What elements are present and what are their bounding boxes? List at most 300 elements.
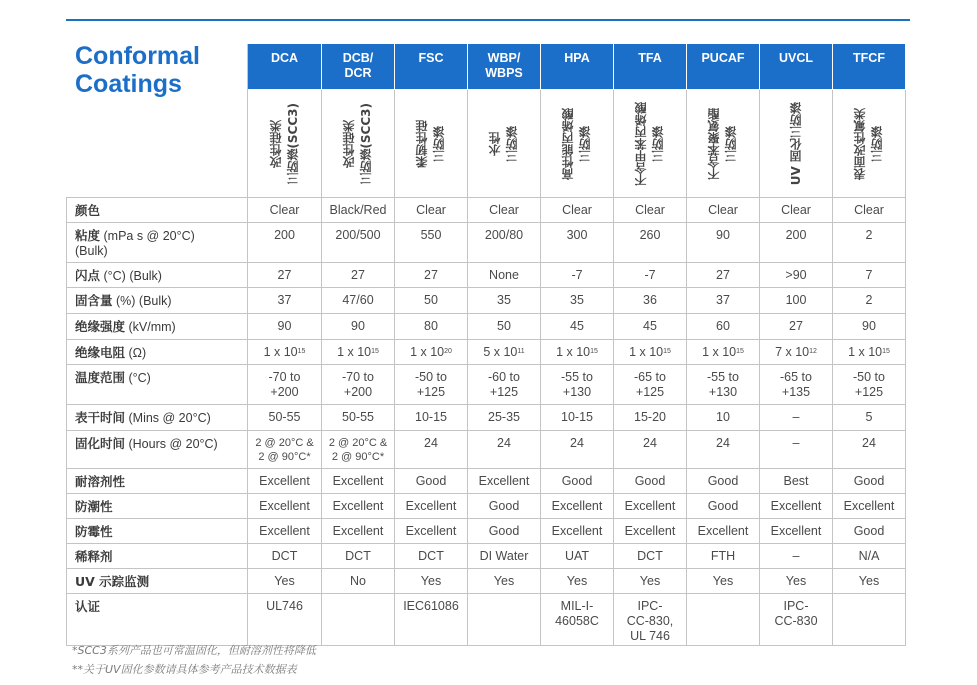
column-header-name bbox=[248, 90, 322, 198]
cell-line: DCT bbox=[637, 549, 663, 563]
cell-line: +200 bbox=[270, 385, 299, 399]
table-cell bbox=[468, 340, 541, 365]
table-cell bbox=[395, 288, 468, 314]
cell-line: +130 bbox=[708, 385, 738, 399]
top-rule bbox=[66, 19, 910, 21]
table-cell bbox=[395, 594, 468, 646]
table-cell bbox=[395, 263, 468, 288]
table-cell bbox=[833, 288, 906, 314]
row-label bbox=[67, 405, 248, 431]
cell-line: -70 to bbox=[268, 370, 301, 384]
cell-line: 2 @ 90°C* bbox=[258, 451, 311, 463]
table-cell bbox=[614, 569, 687, 594]
column-name-line: 改性硅类 bbox=[268, 119, 283, 168]
table-cell bbox=[322, 340, 395, 365]
table-cell bbox=[395, 198, 468, 223]
cell-line: 50 bbox=[424, 293, 438, 307]
cell-line: 2 bbox=[865, 293, 873, 307]
row-label-cn: 耐溶剂性 bbox=[75, 474, 126, 489]
table-cell bbox=[322, 469, 395, 494]
table-row bbox=[67, 198, 906, 223]
table-cell bbox=[248, 544, 322, 569]
cell-line: DCT bbox=[418, 549, 444, 563]
cell-line: 50-55 bbox=[342, 410, 374, 424]
table-cell bbox=[541, 519, 614, 544]
cell-value: 1 x 10 bbox=[702, 345, 737, 359]
table-cell bbox=[541, 365, 614, 405]
row-label bbox=[67, 519, 248, 544]
table-cell bbox=[614, 544, 687, 569]
table-cell bbox=[468, 519, 541, 544]
cell-value: 1 x 10 bbox=[848, 345, 883, 359]
row-label bbox=[67, 314, 248, 340]
table-cell bbox=[468, 469, 541, 494]
cell-line: Excellent bbox=[624, 499, 676, 513]
table-cell bbox=[468, 431, 541, 469]
cell-line: -60 to bbox=[488, 370, 520, 384]
table-row bbox=[67, 340, 906, 365]
cell-line: N/A bbox=[858, 549, 880, 563]
table-cell bbox=[760, 569, 833, 594]
cell-line: DI Water bbox=[479, 549, 529, 563]
table-cell bbox=[833, 263, 906, 288]
cell-line: Clear bbox=[269, 203, 300, 217]
table-cell bbox=[833, 519, 906, 544]
row-label bbox=[67, 469, 248, 494]
table-cell bbox=[687, 594, 760, 646]
cell-line: +130 bbox=[562, 385, 592, 399]
cell-line: 90 bbox=[862, 319, 876, 333]
cell-line: Excellent bbox=[770, 499, 822, 513]
column-name-line: 三防漆 bbox=[432, 125, 446, 162]
cell-line: 200 bbox=[274, 228, 295, 242]
table-cell bbox=[395, 494, 468, 519]
cell-line: -65 to bbox=[634, 370, 666, 384]
table-cell bbox=[248, 263, 322, 288]
cell-line: Good bbox=[488, 524, 520, 538]
table-cell bbox=[614, 494, 687, 519]
table-cell bbox=[541, 223, 614, 263]
cell-line: +125 bbox=[854, 385, 884, 399]
cell-exponent: 15 bbox=[736, 348, 744, 355]
table-cell bbox=[248, 405, 322, 431]
column-header-code bbox=[395, 44, 468, 90]
table-cell bbox=[687, 405, 760, 431]
cell-line: -70 to bbox=[342, 370, 374, 384]
table-cell bbox=[541, 431, 614, 469]
cell-line: IPC- bbox=[637, 599, 663, 613]
cell-line: Yes bbox=[639, 574, 661, 588]
cell-line: Good bbox=[634, 474, 666, 488]
cell-line: >90 bbox=[785, 268, 807, 282]
cell-line: 200 bbox=[785, 228, 807, 242]
row-label-cn: UV 示踪监测 bbox=[75, 574, 150, 589]
table-cell bbox=[760, 544, 833, 569]
table-cell bbox=[322, 365, 395, 405]
table-cell bbox=[541, 469, 614, 494]
cell-line: Excellent bbox=[259, 524, 310, 538]
cell-line: Yes bbox=[785, 574, 807, 588]
column-header-name bbox=[614, 90, 687, 198]
row-label-cn: 认证 bbox=[75, 599, 101, 614]
table-cell bbox=[687, 469, 760, 494]
row-label bbox=[67, 365, 248, 405]
table-row bbox=[67, 519, 906, 544]
table-cell bbox=[541, 288, 614, 314]
table-row bbox=[67, 431, 906, 469]
column-code-line: HPA bbox=[564, 51, 590, 65]
table-cell bbox=[248, 594, 322, 646]
cell-line: 10-15 bbox=[561, 410, 593, 424]
table-cell bbox=[614, 314, 687, 340]
table-cell bbox=[541, 594, 614, 646]
table-cell bbox=[687, 340, 760, 365]
cell-line: Good bbox=[561, 474, 593, 488]
cell-line: 27 bbox=[424, 268, 438, 282]
cell-line: Yes bbox=[858, 574, 880, 588]
table-row bbox=[67, 569, 906, 594]
column-header-name bbox=[395, 90, 468, 198]
cell-line: 550 bbox=[420, 228, 442, 242]
table-cell bbox=[687, 365, 760, 405]
cell-line: Excellent bbox=[478, 474, 530, 488]
cell-line: Good bbox=[853, 474, 885, 488]
column-name-line: 三防漆(SCC3) bbox=[285, 102, 300, 185]
row-label bbox=[67, 544, 248, 569]
table-cell bbox=[322, 494, 395, 519]
cell-line: UL 746 bbox=[630, 629, 670, 643]
cell-line: 15-20 bbox=[634, 410, 666, 424]
cell-line: Excellent bbox=[332, 499, 384, 513]
cell-line: -7 bbox=[644, 268, 656, 282]
table-cell bbox=[760, 223, 833, 263]
cell-line: Excellent bbox=[405, 524, 457, 538]
table-row bbox=[67, 263, 906, 288]
cell-line: Excellent bbox=[551, 499, 603, 513]
row-label-cn: 防霉性 bbox=[75, 524, 113, 539]
table-cell bbox=[687, 314, 760, 340]
cell-line: DCT bbox=[271, 549, 298, 563]
column-name-line: 不含苯聚氨酯 bbox=[707, 107, 721, 180]
cell-line: Yes bbox=[566, 574, 588, 588]
cell-line: – bbox=[792, 549, 800, 563]
row-label-note: (Bulk) bbox=[75, 244, 108, 258]
cell-line: Excellent bbox=[332, 474, 384, 488]
cell-line: Excellent bbox=[843, 499, 895, 513]
row-label-unit: (mPa s @ 20°C) bbox=[100, 229, 195, 243]
table-cell bbox=[541, 263, 614, 288]
row-label-cn: 绝缘电阻 bbox=[75, 345, 126, 360]
column-code-line: PUCAF bbox=[701, 51, 745, 65]
table-cell bbox=[395, 340, 468, 365]
table-cell bbox=[541, 340, 614, 365]
column-code-line: TFA bbox=[638, 51, 662, 65]
cell-line: 10 bbox=[716, 410, 730, 424]
cell-line: -50 to bbox=[415, 370, 447, 384]
cell-value: 1 x 10 bbox=[410, 345, 445, 359]
table-cell bbox=[760, 519, 833, 544]
table-cell bbox=[833, 569, 906, 594]
column-name-line: 三防漆 bbox=[724, 125, 738, 162]
table-cell bbox=[541, 569, 614, 594]
cell-line: 300 bbox=[566, 228, 588, 242]
table-cell bbox=[833, 544, 906, 569]
table-cell bbox=[760, 469, 833, 494]
column-code-line: DCR bbox=[344, 66, 372, 80]
table-cell bbox=[614, 340, 687, 365]
table-cell bbox=[395, 223, 468, 263]
table-cell bbox=[687, 544, 760, 569]
table-cell bbox=[687, 288, 760, 314]
cell-line: Excellent bbox=[551, 524, 603, 538]
table-cell bbox=[248, 340, 322, 365]
table-cell bbox=[760, 340, 833, 365]
table-cell bbox=[468, 263, 541, 288]
table-cell bbox=[322, 223, 395, 263]
cell-line: 35 bbox=[497, 293, 511, 307]
table-cell bbox=[322, 519, 395, 544]
row-label bbox=[67, 223, 248, 263]
title-spacer bbox=[67, 44, 248, 198]
table-cell bbox=[833, 594, 906, 646]
table-cell bbox=[614, 405, 687, 431]
column-header-code bbox=[614, 44, 687, 90]
cell-line: Clear bbox=[416, 203, 446, 217]
table-cell bbox=[760, 288, 833, 314]
table-cell bbox=[322, 569, 395, 594]
table-cell bbox=[248, 469, 322, 494]
table-cell bbox=[248, 365, 322, 405]
table-cell bbox=[541, 314, 614, 340]
table-cell bbox=[687, 223, 760, 263]
column-name-line: 表面改性氟类 bbox=[853, 107, 867, 180]
column-code-line: TFCF bbox=[853, 51, 885, 65]
row-label-unit: (Ω) bbox=[125, 346, 147, 360]
table-cell bbox=[322, 314, 395, 340]
table-cell bbox=[468, 198, 541, 223]
cell-line: +200 bbox=[343, 385, 373, 399]
cell-line: 10-15 bbox=[415, 410, 447, 424]
cell-line: Excellent bbox=[259, 474, 310, 488]
table-cell bbox=[541, 198, 614, 223]
cell-line: Black/Red bbox=[329, 203, 387, 217]
cell-exponent: 15 bbox=[590, 348, 598, 355]
table-cell bbox=[687, 494, 760, 519]
table-cell bbox=[760, 314, 833, 340]
cell-line: Clear bbox=[562, 203, 592, 217]
table-cell bbox=[248, 494, 322, 519]
cell-value: 1 x 10 bbox=[629, 345, 664, 359]
row-label-cn: 防潮性 bbox=[75, 499, 113, 514]
column-header-code bbox=[760, 44, 833, 90]
row-label bbox=[67, 431, 248, 469]
column-header-code bbox=[248, 44, 322, 90]
cell-exponent: 15 bbox=[371, 348, 379, 355]
table-cell bbox=[322, 544, 395, 569]
row-label-unit: (°C) bbox=[125, 371, 151, 385]
table-cell bbox=[248, 519, 322, 544]
cell-line: 100 bbox=[785, 293, 807, 307]
table-cell bbox=[614, 288, 687, 314]
table-cell bbox=[833, 469, 906, 494]
table-cell bbox=[468, 365, 541, 405]
row-label-unit: (%) (Bulk) bbox=[112, 294, 172, 308]
column-name-line: 改性硅类 bbox=[342, 119, 356, 168]
cell-line: +125 bbox=[635, 385, 665, 399]
table-cell bbox=[760, 405, 833, 431]
cell-exponent: 11 bbox=[517, 348, 525, 355]
column-name-line: 三防漆(SCC3) bbox=[359, 102, 373, 185]
table-cell bbox=[687, 431, 760, 469]
cell-line: 2 @ 90°C* bbox=[331, 451, 385, 463]
table-cell bbox=[687, 519, 760, 544]
table-row bbox=[67, 405, 906, 431]
cell-line: +125 bbox=[416, 385, 446, 399]
cell-line: Excellent bbox=[624, 524, 676, 538]
footnote-2: **关于UV固化参数请具体参考产品技术数据表 bbox=[72, 663, 297, 676]
cell-line: Good bbox=[707, 474, 739, 488]
row-label-unit: (kV/mm) bbox=[125, 320, 176, 334]
cell-line: 80 bbox=[424, 319, 438, 333]
cell-line: FTH bbox=[710, 549, 736, 563]
cell-line: 45 bbox=[643, 319, 657, 333]
table-cell bbox=[614, 198, 687, 223]
row-label bbox=[67, 263, 248, 288]
table-cell bbox=[760, 365, 833, 405]
cell-value: 5 x 10 bbox=[483, 345, 518, 359]
cell-line: Good bbox=[853, 524, 885, 538]
column-header-code bbox=[541, 44, 614, 90]
table-cell bbox=[248, 431, 322, 469]
table-cell bbox=[468, 544, 541, 569]
table-row bbox=[67, 223, 906, 263]
table-cell bbox=[395, 365, 468, 405]
cell-line: 24 bbox=[570, 436, 584, 450]
cell-line: 5 bbox=[865, 410, 873, 424]
cell-line: 260 bbox=[639, 228, 661, 242]
table-cell bbox=[322, 263, 395, 288]
cell-line: Yes bbox=[274, 574, 295, 588]
cell-line: CC-830 bbox=[774, 614, 818, 628]
cell-line: 37 bbox=[716, 293, 730, 307]
cell-line: 50-55 bbox=[268, 410, 301, 424]
cell-line: Excellent bbox=[259, 499, 310, 513]
cell-line: 27 bbox=[716, 268, 730, 282]
row-label-cn: 颜色 bbox=[75, 203, 101, 218]
table-cell bbox=[614, 365, 687, 405]
cell-line: -7 bbox=[571, 268, 583, 282]
cell-line: 7 bbox=[865, 268, 873, 282]
cell-exponent: 15 bbox=[663, 348, 671, 355]
table-cell bbox=[248, 569, 322, 594]
table-cell bbox=[468, 405, 541, 431]
cell-line: -65 to bbox=[780, 370, 812, 384]
table-cell bbox=[833, 314, 906, 340]
column-header-name bbox=[322, 90, 395, 198]
table-cell bbox=[833, 223, 906, 263]
cell-line: -55 to bbox=[561, 370, 593, 384]
cell-value: 1 x 10 bbox=[263, 345, 298, 359]
table-cell bbox=[614, 431, 687, 469]
cell-line: 200/80 bbox=[484, 228, 524, 242]
cell-line: +125 bbox=[489, 385, 519, 399]
column-header-name bbox=[833, 90, 906, 198]
row-label bbox=[67, 288, 248, 314]
cell-exponent: 15 bbox=[882, 348, 890, 355]
table-cell bbox=[248, 288, 322, 314]
table-row bbox=[67, 288, 906, 314]
column-header-name bbox=[760, 90, 833, 198]
cell-line: IEC61086 bbox=[403, 599, 459, 613]
cell-line: 90 bbox=[716, 228, 730, 242]
title-line-1: Conformal bbox=[75, 42, 200, 70]
table-cell bbox=[614, 519, 687, 544]
cell-line: Clear bbox=[489, 203, 519, 217]
table-cell bbox=[248, 198, 322, 223]
table-row bbox=[67, 469, 906, 494]
cell-line: 46058C bbox=[555, 614, 599, 628]
cell-line: 2 bbox=[865, 228, 873, 242]
row-label-cn: 固含量 bbox=[75, 293, 113, 308]
table-cell bbox=[614, 263, 687, 288]
row-label-cn: 稀释剂 bbox=[75, 549, 113, 564]
table-cell bbox=[468, 569, 541, 594]
column-header-code bbox=[833, 44, 906, 90]
table-cell bbox=[395, 314, 468, 340]
column-name-line: 高性能丙烯酸 bbox=[561, 107, 575, 180]
table-cell bbox=[468, 494, 541, 519]
cell-exponent: 12 bbox=[809, 348, 817, 355]
cell-line: 200/500 bbox=[335, 228, 381, 242]
row-label-cn: 表干时间 bbox=[75, 410, 126, 425]
column-name-line: 三防漆 bbox=[870, 125, 884, 162]
column-name-line: 水性 bbox=[488, 131, 502, 156]
table-cell bbox=[322, 288, 395, 314]
table-cell bbox=[322, 198, 395, 223]
row-label bbox=[67, 569, 248, 594]
table-row bbox=[67, 544, 906, 569]
row-label bbox=[67, 594, 248, 646]
cell-line: Excellent bbox=[405, 499, 457, 513]
cell-line: Clear bbox=[854, 203, 884, 217]
spec-table bbox=[66, 44, 906, 646]
cell-line: 27 bbox=[351, 268, 365, 282]
cell-line: None bbox=[489, 268, 519, 282]
cell-exponent: 20 bbox=[444, 348, 452, 355]
cell-exponent: 15 bbox=[297, 348, 306, 355]
table-cell bbox=[468, 223, 541, 263]
cell-line: -55 to bbox=[707, 370, 739, 384]
table-row bbox=[67, 314, 906, 340]
cell-line: UL746 bbox=[266, 599, 303, 613]
cell-line: – bbox=[792, 410, 800, 424]
cell-line: – bbox=[792, 436, 800, 450]
column-header-name bbox=[687, 90, 760, 198]
column-name-line: 柔韧性硅 bbox=[415, 119, 429, 168]
cell-line: 24 bbox=[497, 436, 511, 450]
table-cell bbox=[833, 405, 906, 431]
cell-line: No bbox=[350, 574, 366, 588]
row-label-cn: 闪点 bbox=[75, 268, 101, 283]
table-cell bbox=[760, 198, 833, 223]
cell-line: MIL-I- bbox=[560, 599, 594, 613]
row-label bbox=[67, 198, 248, 223]
table-row bbox=[67, 594, 906, 646]
table-cell bbox=[322, 405, 395, 431]
cell-line: 2 @ 20°C & bbox=[328, 437, 388, 449]
cell-line: Good bbox=[415, 474, 447, 488]
cell-line: 45 bbox=[570, 319, 584, 333]
